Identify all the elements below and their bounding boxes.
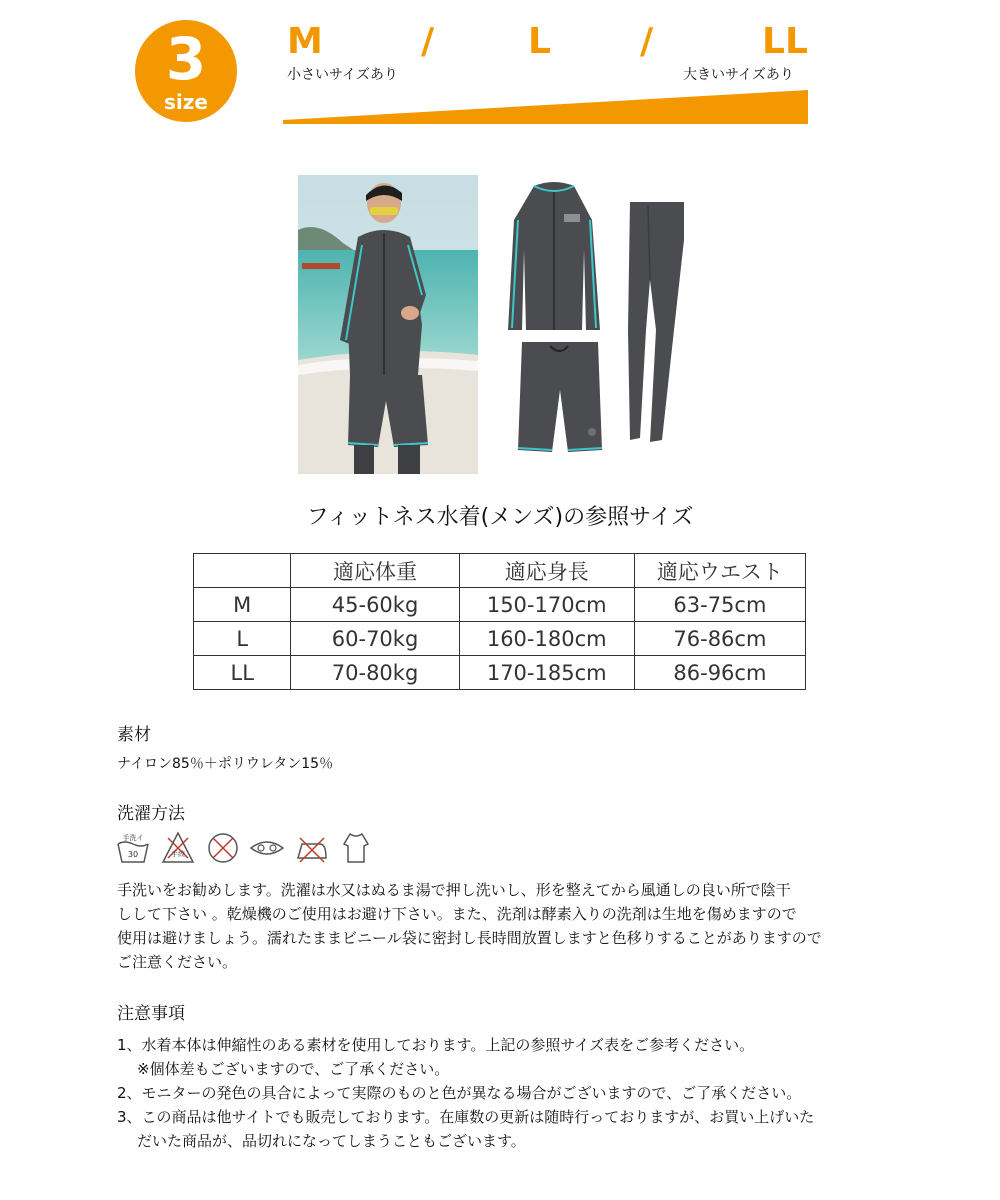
badge-number: 3 [165, 25, 207, 93]
table-cell: 160-180cm [459, 622, 634, 656]
table-cell: 170-185cm [459, 656, 634, 690]
size-ll-label: LL [762, 21, 808, 62]
size-table-title: フィットネス水着(メンズ)の参照サイズ [306, 505, 694, 530]
badge-word: size [164, 90, 208, 114]
table-header-cell: 適応ウエスト [634, 554, 805, 588]
svg-text:手絞: 手絞 [171, 850, 185, 858]
notes-line: だいた商品が、品切れになってしまうこともございます。 [137, 1132, 526, 1150]
notes-line: 2、モニターの発色の具合によって実際のものと色が異なる場合がございますので、ご了承ください。 [117, 1084, 802, 1102]
size-separator: / [421, 21, 435, 62]
table-row [194, 622, 806, 656]
size-m-label: M [287, 21, 323, 62]
dry-flat-icon [249, 830, 285, 866]
table-cell: 45-60kg [291, 588, 459, 622]
table-cell: 86-96cm [634, 656, 805, 690]
table-cell: 70-80kg [291, 656, 459, 690]
hooded-jacket-shorts-leggings-photo [488, 180, 718, 462]
notes-heading: 注意事項 [117, 1004, 185, 1024]
table-header-cell: 適応身長 [459, 554, 634, 588]
no-tumble-dry-icon [338, 830, 374, 866]
table-header-row [194, 554, 806, 588]
small-size-note: 小さいサイズあり [287, 67, 398, 83]
notes-line: 3、この商品は他サイトでも販売しております。在庫数の更新は随時行っておりますが、お買い上げいた [117, 1108, 815, 1126]
table-cell: 63-75cm [634, 588, 805, 622]
table-row [194, 656, 806, 690]
large-size-note: 大きいサイズあり [683, 67, 794, 83]
size-l-label: L [528, 21, 551, 62]
svg-text:手洗イ: 手洗イ [122, 834, 144, 842]
table-header-cell: 適応体重 [291, 554, 459, 588]
size-reference-table [193, 553, 806, 690]
material-text: ナイロン85％＋ポリウレタン15％ [117, 756, 334, 772]
size-separator: / [640, 21, 654, 62]
model-wearing-rashguard-photo [298, 175, 478, 474]
washing-text-line: しして下さい 。乾燥機のご使用はお避け下さい。また、洗剤は酵素入りの洗剤は生地を傷めますので [117, 905, 797, 923]
size-range-wedge [283, 90, 808, 126]
table-cell: L [194, 622, 291, 656]
notes-line: 1、水着本体は伸縮性のある素材を使用しております。上記の参照サイズ表をご参考ください。 [117, 1036, 755, 1054]
table-cell: LL [194, 656, 291, 690]
no-iron-icon [294, 830, 330, 866]
washing-heading: 洗濯方法 [117, 804, 185, 824]
no-wring-icon [160, 830, 196, 866]
table-cell: 150-170cm [459, 588, 634, 622]
table-cell: 76-86cm [634, 622, 805, 656]
table-row [194, 588, 806, 622]
table-cell: M [194, 588, 291, 622]
no-bleach-icon [205, 830, 241, 866]
washing-text-line: 使用は避けましょう。濡れたままビニール袋に密封し長時間放置しますと色移りすることがありますので [117, 929, 822, 947]
svg-text:30: 30 [127, 850, 139, 859]
table-header-cell [194, 554, 291, 588]
table-cell: 60-70kg [291, 622, 459, 656]
washing-text-line: ご注意ください。 [117, 953, 238, 971]
hand-wash-30-icon [115, 830, 151, 866]
material-heading: 素材 [117, 725, 151, 745]
notes-line: ※個体差もございますので、ご了承ください。 [137, 1060, 450, 1078]
washing-text-line: 手洗いをお勧めします。洗濯は水又はぬるま湯で押し洗いし、形を整えてから風通しの良い所で陰干 [117, 881, 791, 899]
size-count-badge [135, 20, 237, 122]
